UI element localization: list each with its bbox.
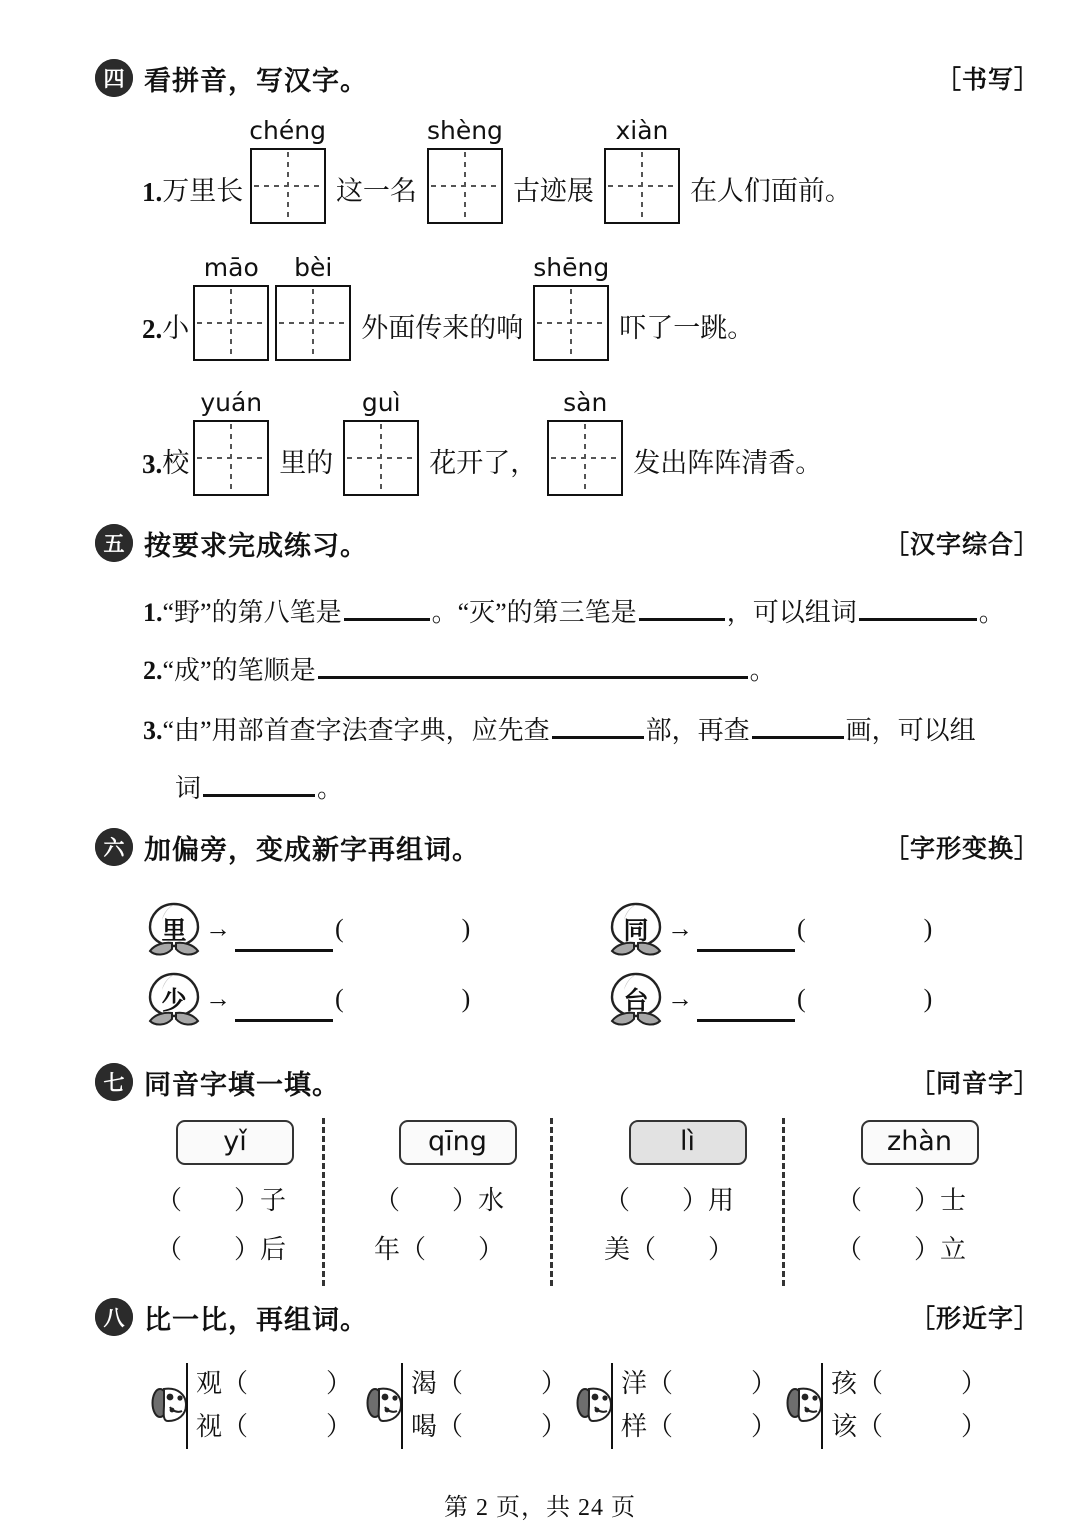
char-pair-top[interactable]: 洋（ ） xyxy=(621,1369,778,1399)
peach-icon xyxy=(605,898,667,960)
section-tag-four: ［书写］ xyxy=(935,67,1040,94)
answer-blank[interactable] xyxy=(697,993,795,1022)
tianzige-box[interactable] xyxy=(193,420,269,496)
dog-icon xyxy=(783,1363,827,1449)
question-text-part: “野”的第八笔是 xyxy=(162,598,342,627)
section-tag-six: ［字形变换］ xyxy=(883,836,1040,863)
homophone-column-1 xyxy=(150,1120,320,1264)
peach-character: 里 xyxy=(161,917,187,945)
answer-blank[interactable] xyxy=(235,923,333,952)
arrow-icon: → xyxy=(205,984,231,1013)
answer-blank[interactable] xyxy=(318,650,748,679)
char-pair-list xyxy=(831,1363,987,1449)
homophone-row-2[interactable]: （ ）立 xyxy=(836,1235,967,1265)
question-text-part: 这一名 xyxy=(335,176,417,206)
question-text-part: 部，再查 xyxy=(645,716,750,745)
answer-blank[interactable] xyxy=(235,993,333,1022)
section-title-seven: 同音字填一填。 xyxy=(144,1069,340,1100)
char-pair-top[interactable]: 观（ ） xyxy=(196,1369,353,1399)
question-text-part: 。“灭”的第三笔是 xyxy=(431,598,637,627)
answer-cell-group xyxy=(533,255,609,361)
section-badge-six: 六 xyxy=(95,828,133,866)
char-pair-bottom[interactable]: 喝（ ） xyxy=(411,1412,568,1441)
char-pair-list xyxy=(411,1363,567,1449)
paren-close: ) xyxy=(923,984,933,1013)
question-number: 3. xyxy=(143,716,163,745)
paren-close: ) xyxy=(461,914,471,943)
answer-cell-group xyxy=(427,118,503,224)
char-pair-bottom[interactable]: 视（ ） xyxy=(196,1412,353,1441)
similar-char-group-1 xyxy=(148,1363,352,1449)
answer-cell-group xyxy=(193,255,269,361)
question-text-part: ，可以组词 xyxy=(726,598,857,627)
question-number: 1. xyxy=(143,598,163,627)
question-number: 3. xyxy=(142,449,163,479)
tianzige-box[interactable] xyxy=(547,420,623,496)
pinyin-label: chéng xyxy=(249,116,326,145)
question-text-part: 。 xyxy=(978,598,1005,627)
homophone-row-1[interactable]: （ ）士 xyxy=(836,1186,967,1215)
question-text-part: 词 xyxy=(175,774,202,803)
tianzige-box[interactable] xyxy=(250,148,326,224)
section-header-five xyxy=(95,523,1040,563)
tianzige-box[interactable] xyxy=(604,148,680,224)
answer-blank[interactable] xyxy=(752,710,844,739)
peach-icon xyxy=(605,968,667,1030)
dog-icon xyxy=(148,1363,192,1449)
answer-blank[interactable] xyxy=(639,592,725,621)
homophone-row-1[interactable]: （ ）用 xyxy=(604,1186,735,1215)
section-title-eight: 比一比，再组词。 xyxy=(144,1304,368,1335)
question-row-4-3 xyxy=(142,390,822,496)
group-brace xyxy=(186,1363,188,1449)
question-text-part: 。 xyxy=(749,656,776,685)
radical-row-2 xyxy=(605,898,932,960)
pinyin-card: zhàn xyxy=(861,1120,979,1165)
section-title-six: 加偏旁，变成新字再组词。 xyxy=(144,834,480,865)
question-text-part: 小 xyxy=(162,313,190,343)
group-brace xyxy=(401,1363,403,1449)
tianzige-box[interactable] xyxy=(193,285,269,361)
answer-blank[interactable] xyxy=(203,768,315,797)
similar-char-group-3 xyxy=(573,1363,777,1449)
arrow-icon: → xyxy=(205,914,231,943)
section-badge-eight: 八 xyxy=(95,1298,133,1336)
homophone-row-1[interactable]: （ ）水 xyxy=(374,1186,505,1215)
question-row-5-2 xyxy=(143,650,776,684)
question-row-4-2 xyxy=(142,255,754,361)
section-header-four xyxy=(95,58,1040,98)
paren-close: ) xyxy=(923,914,933,943)
paren-open: ( xyxy=(797,984,806,1013)
question-text-part: “成”的笔顺是 xyxy=(162,656,316,685)
homophone-column-4 xyxy=(832,1120,1007,1264)
answer-blank[interactable] xyxy=(859,592,977,621)
tianzige-box[interactable] xyxy=(275,285,351,361)
section-title-four: 看拼音，写汉字。 xyxy=(144,65,368,96)
question-text-part: 里的 xyxy=(279,448,334,478)
question-number: 2. xyxy=(142,314,163,344)
question-row-5-1 xyxy=(143,592,1005,626)
section-header-six xyxy=(95,827,1040,867)
answer-blank[interactable] xyxy=(344,592,430,621)
group-brace xyxy=(611,1363,613,1449)
tianzige-box[interactable] xyxy=(343,420,419,496)
section-badge-seven: 七 xyxy=(95,1063,133,1101)
question-text-part: 画，可以组 xyxy=(845,716,976,745)
section-badge-five: 五 xyxy=(95,524,133,562)
answer-blank[interactable] xyxy=(552,710,644,739)
similar-char-group-2 xyxy=(363,1363,567,1449)
peach-icon xyxy=(143,898,205,960)
answer-cell-group xyxy=(604,118,680,224)
peach-character: 台 xyxy=(623,987,649,1015)
section-tag-eight: ［形近字］ xyxy=(909,1306,1040,1333)
radical-row-1 xyxy=(143,898,470,960)
question-text-part: 在人们面前。 xyxy=(689,176,852,206)
peach-icon xyxy=(143,968,205,1030)
homophone-row-2[interactable]: 美（ ） xyxy=(604,1235,735,1265)
section-header-eight xyxy=(95,1297,1040,1337)
section-tag-five: ［汉字综合］ xyxy=(883,532,1040,559)
tianzige-box[interactable] xyxy=(427,148,503,224)
section-tag-seven: ［同音字］ xyxy=(909,1071,1040,1098)
paren-open: ( xyxy=(797,914,806,943)
pinyin-card: yǐ xyxy=(176,1120,294,1165)
arrow-icon: → xyxy=(667,984,693,1013)
homophone-column-2 xyxy=(370,1120,545,1264)
char-pair-list xyxy=(621,1363,777,1449)
column-divider xyxy=(322,1118,325,1286)
question-text-part: 。 xyxy=(317,774,344,803)
radical-row-3 xyxy=(143,968,470,1030)
arrow-icon: → xyxy=(667,914,693,943)
pinyin-label: xiàn xyxy=(615,116,669,145)
homophone-row-2[interactable]: 年（ ） xyxy=(374,1235,505,1265)
page-footer: 第 2 页，共 24 页 xyxy=(444,1495,636,1521)
answer-cell-group xyxy=(547,390,623,496)
pinyin-label: shèng xyxy=(426,116,503,145)
tianzige-box[interactable] xyxy=(533,285,609,361)
homophone-row-2[interactable]: （ ）后 xyxy=(156,1235,287,1265)
section-title-five: 按要求完成练习。 xyxy=(144,530,368,561)
char-pair-top[interactable]: 孩（ ） xyxy=(831,1369,988,1399)
pinyin-card: lì xyxy=(629,1120,747,1165)
paren-open: ( xyxy=(335,914,344,943)
answer-cell-group xyxy=(249,118,326,224)
pinyin-label: guì xyxy=(361,388,401,417)
question-row-4-1 xyxy=(142,118,852,224)
char-pair-bottom[interactable]: 该（ ） xyxy=(831,1412,988,1441)
column-divider xyxy=(782,1118,785,1286)
question-text-part: 万里长 xyxy=(162,176,244,206)
question-number: 2. xyxy=(143,656,163,685)
dog-icon xyxy=(573,1363,617,1449)
homophone-column-3 xyxy=(600,1120,775,1264)
answer-cell-group xyxy=(193,390,269,496)
char-pair-bottom[interactable]: 样（ ） xyxy=(621,1412,778,1441)
char-pair-top[interactable]: 渴（ ） xyxy=(411,1369,568,1399)
dog-icon xyxy=(363,1363,407,1449)
peach-character: 少 xyxy=(161,987,187,1015)
pinyin-label: shēng xyxy=(533,253,610,282)
homophone-row-1[interactable]: （ ）子 xyxy=(156,1186,287,1215)
section-badge-four: 四 xyxy=(95,59,133,97)
paren-close: ) xyxy=(461,984,471,1013)
question-number: 1. xyxy=(142,177,163,207)
pinyin-card: qīng xyxy=(399,1120,517,1165)
peach-character: 同 xyxy=(623,917,649,945)
radical-row-4 xyxy=(605,968,932,1030)
question-text-part: 吓了一跳。 xyxy=(619,313,755,343)
question-row-5-3-cont xyxy=(175,768,343,802)
answer-blank[interactable] xyxy=(697,923,795,952)
section-header-seven xyxy=(95,1062,1040,1102)
paren-open: ( xyxy=(335,984,344,1013)
answer-cell-group xyxy=(343,390,419,496)
question-text-part: 古迹展 xyxy=(512,176,594,206)
question-text-part: 发出阵阵清香。 xyxy=(633,448,823,478)
pinyin-label: sàn xyxy=(563,388,608,417)
answer-cell-group xyxy=(275,255,351,361)
group-brace xyxy=(821,1363,823,1449)
char-pair-list xyxy=(196,1363,352,1449)
question-row-5-3 xyxy=(143,710,976,744)
column-divider xyxy=(550,1118,553,1286)
pinyin-label: yuán xyxy=(200,388,263,417)
question-text-part: 校 xyxy=(162,448,190,478)
similar-char-group-4 xyxy=(783,1363,987,1449)
question-text-part: 外面传来的响 xyxy=(361,313,524,343)
pinyin-label: māo xyxy=(203,253,259,282)
question-text-part: “由”用部首查字法查字典，应先查 xyxy=(162,716,550,745)
question-text-part: 花开了， xyxy=(429,448,538,478)
pinyin-label: bèi xyxy=(294,253,333,282)
